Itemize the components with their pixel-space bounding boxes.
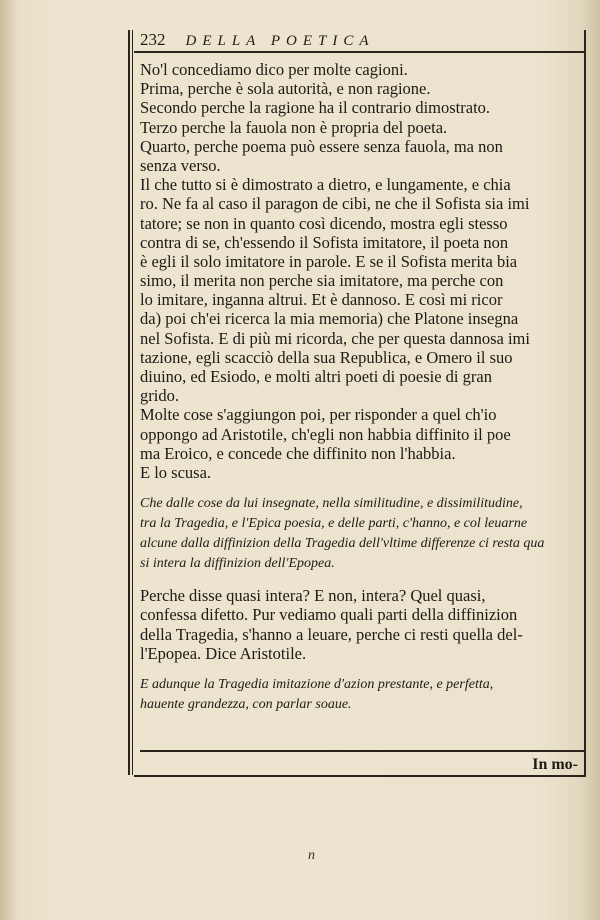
text-line: lo imitare, inganna altrui. Et è dannoso. E così mi ricor [140,290,503,310]
frame-left-inner-rule [132,30,133,775]
page-header [140,30,580,52]
frame-left-rule [128,30,130,775]
text-line: No'l concediamo dico per molte cagioni. [140,60,408,79]
text-line: simo, il merita non perche sia imitatore, ma perche con [140,271,504,291]
footer-rule [140,750,584,752]
text-line: oppongo ad Aristotile, ch'egli non habbia diffinito il poe [140,424,511,444]
text-line: Perche disse quasi intera? E non, intera? Quel quasi, [140,586,486,606]
frame-right-rule [584,30,586,775]
text-line: grido. [140,386,179,406]
quote-line: E adunque la Tragedia imitazione d'azion prestante, e perfetta, [140,676,494,692]
text-line: contra di se, ch'essendo il Sofista imitatore, il poeta non [140,232,509,252]
text-line: E lo scusa. [140,462,212,482]
catchword: In mo- [532,756,578,773]
text-body [140,60,580,715]
text-line: è egli il solo imitatore in parole. E se il Sofista merita bia [140,251,518,271]
text-line: tatore; se non in quanto così dicendo, mostra egli stesso [140,213,508,233]
text-line: da) poi ch'ei ricerca la mia memoria) che Platone insegna [140,309,519,329]
signature-mark: n [308,848,315,863]
text-line: tazione, egli scacciò della sua Republica, e Omero il suo [140,347,513,367]
footer-rule-lower [134,775,586,777]
quote-line: tra la Tragedia, e l'Epica poesia, e delle parti, c'hanno, e col leuarne [140,516,528,532]
running-head: DELLA POETICA [185,33,375,49]
quote-line: hauente grandezza, con parlar soaue. [140,696,352,712]
text-line: Secondo perche la ragione ha il contrario dimostrato. [140,98,491,118]
text-line: Terzo perche la fauola non è propria del poeta. [140,117,448,137]
page-number: 232 [140,30,166,49]
text-line: Molte cose s'aggiungon poi, per risponder a quel ch'io [140,405,497,425]
text-line: senza verso. [140,155,221,175]
text-line: diuino, ed Esiodo, e molti altri poeti di poesie di gran [140,367,492,386]
text-line: ro. Ne fa al caso il paragon de cibi, ne che il Sofista sia imi [140,194,530,214]
text-line: della Tragedia, s'hanno a leuare, perche ci resti quella del- [140,624,523,644]
text-line: ma Eroico, e concede che diffinito non l'habbia. [140,443,456,463]
text-line: l'Epopea. Dice Aristotile. [140,643,307,663]
text-line: Quarto, perche poema può essere senza fauola, ma non [140,136,503,156]
quote-line: alcune dalla diffinizion della Tragedia dell'vltime differenze ci resta qua [140,536,545,552]
text-line: nel Sofista. E di più mi ricorda, che per questa dannosa imi [140,328,530,348]
text-line: Il che tutto si è dimostrato a dietro, e lungamente, e chia [140,175,511,195]
text-line: confessa difetto. Pur vediamo quali parti della diffinizion [140,605,518,625]
quote-line: si intera la diffinizion dell'Epopea. [140,556,335,572]
text-line: Prima, perche è sola autorità, e non ragione. [140,79,431,99]
quote-line: Che dalle cose da lui insegnate, nella similitudine, e dissimilitudine, [140,496,523,512]
